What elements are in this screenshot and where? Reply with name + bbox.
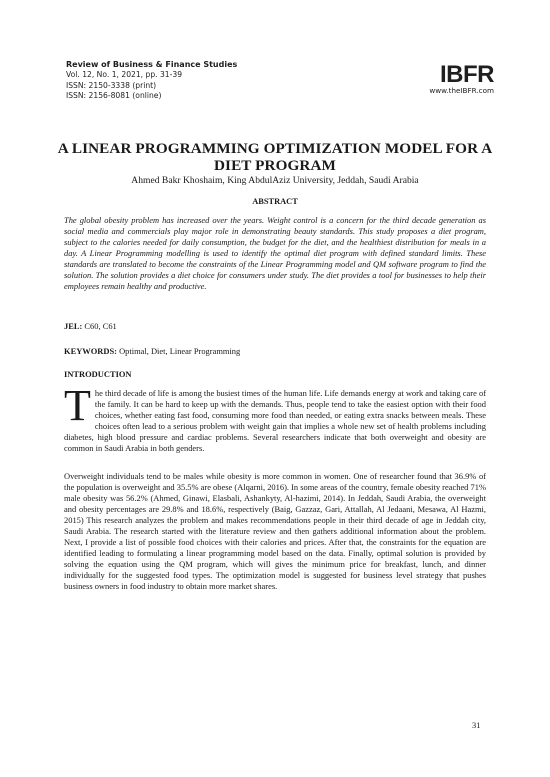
journal-issn-online: ISSN: 2156-8081 (online) xyxy=(66,91,162,101)
publisher-logo xyxy=(416,61,494,95)
abstract-text: The global obesity problem has increased over the years. Weight control is a concern for the third decade generation as social media and commercials play major role in demonstrating beauty standards. This study proposes a diet program, subject to the calories needed for daily consumption, the budget for the diet, and the healthiest distribution for meals in a day. A Linear Programming modelling is used to identify the optimal diet program with defined standard limits. These standards are translated to become the constraints of the Linear Programming model and QM software program to find the solution. The solution provides a diet choice for consumers under study. The diet provides a tool for businesses to help their employees remain healthy and productive. xyxy=(64,215,486,291)
paper-author: Ahmed Bakr Khoshaim, King AbdulAziz University, Jeddah, Saudi Arabia xyxy=(131,175,419,186)
journal-issn-print: ISSN: 2150-3338 (print) xyxy=(66,80,157,90)
logo-mark: IBFR xyxy=(440,61,494,88)
drop-cap: T xyxy=(64,381,91,430)
jel-codes xyxy=(64,321,486,332)
abstract-heading: ABSTRACT xyxy=(252,197,298,206)
paragraph-1-text: he third decade of life is among the busiest times of the human life. Life demands energy at work and taking care of the family. It can be hard to keep up with the demands. Thus, people tend to take the easiest option with their food choices, whether eating fast food, consuming more food than needed, or eating extra snacks between meals. These choices often lead to a serious problem with weight gain that implies a whole new set of health problems including diabetes, high blood pressure and cardiac problems. Several researchers indicate that both overweight and obesity are common in Saudi Arabia in both genders. xyxy=(64,388,486,453)
journal-volume: Vol. 12, No. 1, 2021, pp. 31-39 xyxy=(66,70,183,80)
journal-name: Review of Business & Finance Studies xyxy=(66,60,238,69)
logo-url: www.theIBFR.com xyxy=(429,86,494,95)
introduction-paragraph-1 xyxy=(64,381,486,454)
introduction-heading: INTRODUCTION xyxy=(64,369,132,379)
journal-info xyxy=(66,60,366,102)
keywords-label: KEYWORDS: xyxy=(64,346,117,356)
page-number: 31 xyxy=(472,721,481,730)
paper-title: A LINEAR PROGRAMMING OPTIMIZATION MODEL FOR A DIET PROGRAM xyxy=(57,140,493,174)
introduction-paragraph-2: Overweight individuals tend to be males while obesity is more common in women. One of researcher found that 36.9% of the population is overweight and 35.5% are obese (Alqarni, 2016). In some areas of the country, female obesity reached 71% male obesity was 56.2% (Ahmed, Ginawi, Elasbali, Ashankyty, Al-hazimi, 2014). In Jeddah, Saudi Arabia, the overweight and obesity percentages are 29.8% and 18.6%, respectively (Baig, Gazzaz, Gari, Attallah, Al Jedaani, Mesawa, Al Hazmi, 2015) This research analyzes the problem and makes recommendations people in their third decade of age in Jeddah city, Saudi Arabia. The research started with the literature review and then gathers additional information about the problem. Next, I provide a list of possible food choices with their calories and prices. After that, the constraints for the equation are identified leading to formulating a linear programming model based on the data. Finally, optimal solution is provided by solving the equation using the QM program, which will gives the minimum price for breakfast, lunch, and dinner individually for the suggested food types. The optimization model is suggested for business level strategy that pushes business owners in food industry to obtain more market shares. xyxy=(64,471,486,591)
keywords xyxy=(64,346,486,357)
keywords-value: Optimal, Diet, Linear Programming xyxy=(116,346,241,356)
jel-label: JEL: xyxy=(64,321,83,331)
jel-value: C60, C61 xyxy=(82,321,117,331)
